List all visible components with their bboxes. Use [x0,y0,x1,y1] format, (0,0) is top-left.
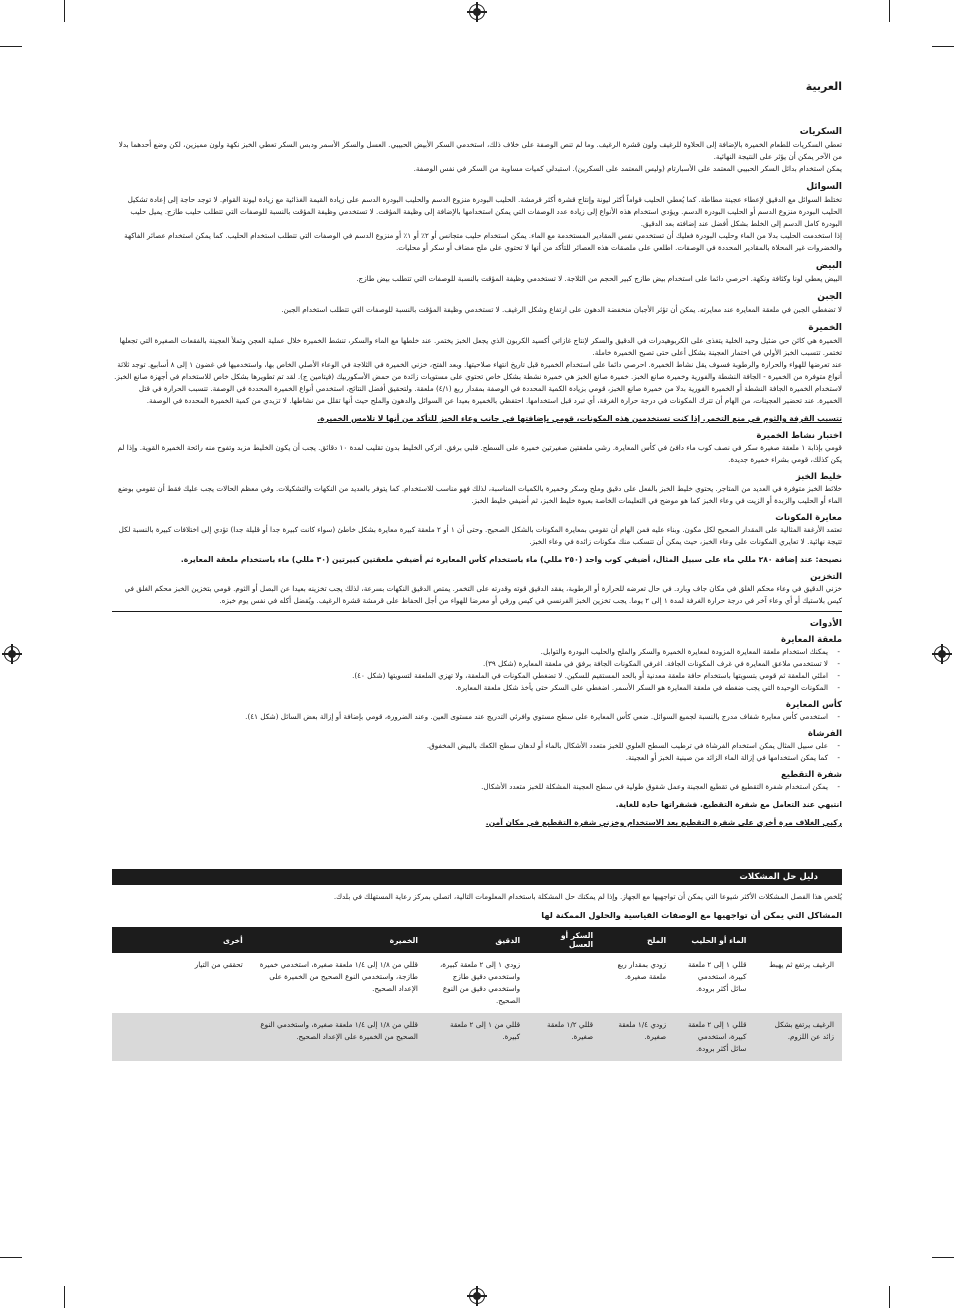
spoon-list [112,646,842,694]
table-header-row [112,927,842,953]
table-row [112,1013,842,1061]
section-title: الخميرة [808,323,842,333]
cutter-list [112,781,842,793]
crop-mark [932,46,954,47]
column-header: الخميرة [251,927,426,953]
table-cell: الرغيف يرتفع بشكل زائد عن اللزوم. [754,1013,842,1061]
section-yeast-test [112,431,842,466]
list-item: - لا تستخدمي ملاعق المعايرة في غرف المكونات الجافة. اغرفي المكونات الجافة برفق في ملعقة المعايرة (شكل ٣٩). [112,658,828,670]
subsection-title: كأس المعايرة [785,700,842,710]
paragraph: قومي بإذابة ١ ملعقة صغيرة سكر في نصف كوب ماء دافئ في كأس المعايرة. رشي ملعقتين صغيرتين خميرة على السطح. قلبي برفق. اتركي الخليط بدون تقليب لمدة ١٠ دقائق. يجب أن يكون الخليط مزبد وتفوح منه رائحة الخميرة القوية. وإذا لم يكن كذلك، قومي بشراء خميرة جديدة. [117,443,842,464]
cutter-warning: انتبهي عند التعامل مع شفرة التقطيع. فشفراتها حادة للغاية. [615,800,842,809]
table-cell: زودي ١ إلى ٢ ملعقة كبيرة، واستخدمي دقيق طازج واستخدمي دقيق من النوع الصحيح. [439,960,521,1005]
list-item: - على سبيل المثال يمكن استخدام الفرشاة في ترطيب السطح العلوي للخبز متعدد الأشكال بالماء أو لدهان سطح الكعك بالبيض المخفوق. [112,740,828,752]
paragraph: إذا استخدمت الحليب بدلا من الماء وحليب البودرة فعليك أن تستخدمي نفس المقادير المستخدمة مع الماء. يمكن استخدام حليب متجانس أو ٢٪ أو ١٪ أو منزوع الدسم في الوصفات التي تتطلب استخدام الحليب. كما يمكن استخدام عصائر الفاكهة والخضروات غير المحلاة بالمقادير المحددة في الوصفات. اطلعي على ملصقات هذه العصائر للتأكد من أنها لا تحتوي على ملح مضاف أو سكر أو محليات. [124,231,842,252]
subsection-title: شفرة التقطيع [781,770,842,780]
paragraph: خزني الدقيق في وعاء محكم الغلق في مكان جاف وبارد. في حال تعرضه للحرارة أو الرطوبة، يفقد الدقيق قوته وقدرته على التخمر. يمتص الدقيق النكهات بسرعة، لذلك يجب تخزينه بعيدا عن البصل أو الثوم. قومي بتخزين الخبز محكم الغلق في كيس بلاستيك أو أي وعاء آخر في درجة حرارة الغرفة لمدة ١ إلى ٢ يوما. يجب تخزين الخبز الفرنسي في كيس ورقي أو معرضا للهواء من أجل الحفاظ على قرمشة قشرة الرغيف. ويُفضل أكله في نفس يوم خبزه. [124,584,842,605]
section-liquids [112,182,842,254]
table-cell: قللي من ١/٨ إلى ١/٤ ملعقة صغيرة، استخدمي خميرة طازجة، واستخدمي النوع الصحيح من الخميرة على الإعداد الصحيح. [259,960,418,993]
troubleshooting-intro: يُلخص هذا الفصل المشكلات الأكثر شيوعا التي يمكن أن تواجهيها مع الجهاز. وإذا لم يمكنك حل المشكلة باستخدام المعلومات التالية، اتصلي بمركز رعاية المستهلك في بلدك. [333,892,842,901]
paragraph: تعطي السكريات للطعام الخميرة بالإضافة إلى الحلاوة للرغيف ولون قشرة الرغيف. وما لم تنص الوصفة على خلاف ذلك، استخدمي السكر الأبيض الحبيبي. العسل والسكر الأسمر ودبس السكر تعطي الخبز نكهة ولون مميزين، لكن وضع أحدهما بدلا من الآخر يمكن أن يؤثر على النتيجة النهائية. [118,140,842,161]
crop-mark [889,1286,890,1308]
brush-list [112,740,842,764]
table-cell: قللي من ١ إلى ٢ ملعقة كبيرة. [426,1013,528,1061]
troubleshooting-table [112,927,842,1061]
paragraph: عند تعرضها للهواء والحرارة والرطوبة فسوف يقل نشاط الخميرة. احرصي دائما على استخدام الخميرة قبل تاريخ انتهاء صلاحيتها. وبعد الفتح، خزني الخميرة في الثلاجة في الوعاء الأصلي الخاص بها، واستخدميها في غضون ١ إلى ٨ أسابيع. توجد ثلاثة أنواع متوفرة من الخميرة - الجافة النشطة والفورية وخميرة صانع الخبز. خميرة صانع الخبز هي خميرة نشطة بشكل خاص تحتوي على مستويات زائدة من حمض الأسكوربيك (فيتامين ج). لقد تم تطويرها بشكل خاص للاستخدام في أجهزة صانع الخبز. لاستخدام الخميرة الجافة النشطة أو الخميرة الفورية بدلا من خميرة صانع الخبز، قومي بزيادة الكمية المحددة في الوصفة بمقدار ربع (٤/١) ملعقة. ولتحقيق أفضل النتائج، استخدمي أنواع الخميرة المحددة في الوصفة. تتسبب الحرارة في قتل الخميرة. عند تحضير العجينات، من الهام أن تترك المكونات في درجة حرارة الغرفة، أي تبرد قبل استخدامها. احتفظي بالخميرة بعيدا عن السوائل والدهون والملح حيث أنها تقلل من نشاطها. لا تزيدي من كمية الخميرة المحددة في الوصفة. [114,360,842,405]
list-item: - املئي الملعقة ثم قومي بتسويتها باستخدام حافة ملعقة معدنية أو بالحد المستقيم للسكين. لا تضغطي المكونات في الملعقة، ولا تهزي الملعقة لتسويتها (شكل ٤٠). [112,670,828,682]
table-cell: زودي بمقدار ربع ملعقة صغيرة. [617,960,667,981]
language-heading: العربية [805,80,842,93]
yeast-warning: تتسبب القرفة والثوم في منع التخمر. إذا كنت تستخدمين هذه المكونات، قومي بإضافتها في جانب وعاء الخبز للتأكد من أنها لا تلامس الخميرة. [317,414,842,423]
column-header: الملح [601,927,674,953]
section-cheese [112,292,842,316]
paragraph: لا تضغطي الجبن في ملعقة المعايرة عند معايرته. يمكن أن تؤثر الأجبان منخفضة الدهون على ارتفاع وشكل الرغيف. لا تستخدمي وظيفة المؤقت بالنسبة للوصفات التي تتطلب استخدام الجبن. [281,305,842,314]
table-cell: الرغيف يرتفع ثم يهبط [769,960,834,969]
table-cell: قللي ١ إلى ٢ ملعقة كبيرة، استخدمي سائل أكثر برودة. [674,1013,754,1061]
table-cell: تحققي من التيار [194,960,243,969]
crop-mark [889,0,890,22]
section-title: التخزين [810,572,842,582]
divider [112,611,842,612]
table-cell: قللي ١ إلى ٢ ملعقة كبيرة، استخدمي سائل أكثر برودة. [687,960,747,993]
section-title: الجبن [817,292,842,302]
registration-mark-icon [469,4,485,20]
crop-mark [0,46,22,47]
table-row [112,953,842,1013]
section-title: خليط الخبز [795,472,842,482]
registration-mark-icon [469,1288,485,1304]
troubleshooting-table-title: المشاكل التي يمكن أن تواجهيها مع الوصفات القياسية والحلول الممكنة لها [541,910,842,920]
section-title: السوائل [806,182,842,192]
section-measuring [112,513,842,566]
paragraph: خلائط الخبز متوفرة في العديد من المتاجر. يحتوي خليط الخبز بالفعل على دقيق وملح وسكر وخميرة بالكميات المناسبة، لذلك فهو مناسب للاستخدام. كما يتوفر بالعديد من النكهات والتشكيلات. وفي معظم الحالات يجب عليك فقط أن تقومي بوضع الماء أو الحليب والزبدة أو الزيت في وعاء الخبز كما هو موضح في التعليمات الخاصة بعبوة خليط الخبز، ثم أضيفي خليط الخبز. [118,484,842,505]
section-eggs [112,261,842,285]
crop-mark [64,0,65,22]
subsection-title: الفرشاة [807,729,842,739]
section-title: البيض [815,261,842,271]
crop-mark [0,1257,22,1258]
section-title: معايرة المكونات [775,513,842,523]
section-bread-mix [112,472,842,507]
section-tools [112,619,842,829]
registration-mark-icon [4,646,20,662]
paragraph: تعتمد الأرغفة المثالية على المقدار الصحيح لكل مكون. وبناء عليه فمن الهام أن تقومي بمعايرة المكونات بالشكل الصحيح. وحتى أن ١ أو ٢ ملعقة كبيرة معايرة بشكل خاطئ (سواء كانت كبيرة جدا أو قليلة جدا) تؤدي إلى اختلافات كبيرة بالنسبة لكل تتيجة نهائية. لا تعايري المكونات على وعاء الخبز، حيث يمكن أن تتسكب منك مكونات زائدة في وعاء الخبز. [118,525,842,546]
section-title: الأدوات [809,619,842,629]
table-cell: قللي ١/٢ ملعقة صغيرة. [528,1013,601,1061]
column-header: الدقيق [426,927,528,953]
paragraph: تختلط السوائل مع الدقيق لإعطاء عجينة مطاطة. كما يُعطي الحليب قواماً أكثر ليونة وإنتاج قشرة أكثر قرمشة. الحليب البودرة منزوع الدسم والحليب البودرة الدسم على زيادة القيمة الغذائية مع زيادة ليونة القوام. لا توجد حاجة إلى إعادة تشكيل الحليب البودرة منزوع الدسم أو الحليب البودرة الدسم. ويؤدي استخدام هذه الأنواع إلى زيادة عدد الوصفات التي يمكن استخدامها بالإضافة إلى وظيفة المؤقت. لا تستخدمي وظيفة المؤقت بالنسبة للوصفات التي تتطلب حليب طازج. يميل حليب البودرة كامل الدسم إلى الخلط بشكل أفضل عند إضافته بعد الدقيق. [127,195,842,228]
list-item: - المكونات الوحيدة التي يجب ضغطه في ملعقة المعايرة هو السكر الأسمر. اضغطي على السكر حتى يأخذ شكل ملعقة المعايرة. [112,682,828,694]
section-title: السكريات [799,127,842,137]
troubleshooting-banner: دليل حل المشكلات [112,869,842,885]
measuring-tip: نصيحة: عند إضافة ٢٨٠ مللي ماء على سبيل المثال، أضيفي كوب واحد (٢٥٠ مللي) ماء باستخدام كأس المعايرة ثم أضيفي ملعقتين كبيرتين (٣٠ مللي) ماء باستخدام ملعقة المعايرة. [180,555,842,564]
paragraph: الخميرة هي كائن حي ضئيل وحيد الخلية يتغذى على الكربوهيدرات في الدقيق والسكر لإنتاج غازاتي أكسيد الكربون الذي يجعل الخبز يختمر. عند خلطها مع الماء والسكر، تنشط الخميرة خلال عملية العجن وتملأ العجينة بالفقعات الصغيرة التي تجعلها تختمر. تتسبب الخبز الأولي في اختمار العجينة بشكل أعلى حتى تصبح الخميرة خاملة. [119,336,842,357]
registration-mark-icon [934,646,950,662]
table-cell: زودي ١/٤ ملعقة صغيرة. [601,1013,674,1061]
list-item: - يمكن استخدام شفرة التقطيع في تقطيع العجينة وعمل شقوق طولية في سطح العجينة المشكلة للخبز متعدد الأشكال. [112,781,828,793]
paragraph: البيض يعطي لونا وكثافة ونكهة. احرصي دائما على استخدام بيض طازج كبير الحجم من الثلاجة. لا تستخدمي وظيفة المؤقت بالنسبة للوصفات التي تتطلب بيض طازج. [356,274,842,283]
subsection-title: ملعقة المعايرة [780,635,842,645]
cup-list [112,711,842,723]
column-header: السكر أو العسل [528,927,601,953]
list-item: - كما يمكن استخدامها في إزالة الماء الزائد من صينية الخبز أو العجينة. [112,752,828,764]
list-item: - يمكنك استخدام ملعقة المعايرة المزودة لمعايرة الخميرة والسكر والملح والحليب البودرة والتوابل. [112,646,828,658]
table-cell [112,1013,251,1061]
section-storage [112,572,842,607]
manual-page [112,74,842,1061]
column-header [754,927,842,953]
section-yeast [112,323,842,425]
list-item: - استخدمي كأس معايرة شفاف مدرج بالنسبة لجميع السوائل. ضعي كأس المعايرة على سطح مستوي وافرئي التدريج عند مستوى العين. وعند الضرورة، قومي بإضافة أو إزالة بعض السائل (شكل ٤١). [112,711,828,723]
column-header: الماء أو الحليب [674,927,754,953]
crop-mark [932,1257,954,1258]
table-cell: قللي من ١/٨ إلى ١/٤ ملعقة صغيرة، واستخدمي النوع الصحيح من الخميرة على الإعداد الصحيح. [251,1013,426,1061]
paragraph: يمكن استخدام بدائل السكر الحبيبي المعتمد على الأسبارتام (وليس المعتمد على السكرين). استبدلي كميات مساوية من السكر في نفس الوصفة. [413,164,842,173]
cutter-storage-warning: ركبي الغلاف مرة أخرى على شفرة التقطيع بعد الاستخدام وخزني شفرة التقطيع في مكان آمن. [485,818,842,827]
table-cell [528,953,601,1013]
column-header: أخرى [112,927,251,953]
section-sugars [112,127,842,175]
crop-mark [64,1286,65,1308]
section-title: اختبار نشاط الخميرة [756,431,842,441]
